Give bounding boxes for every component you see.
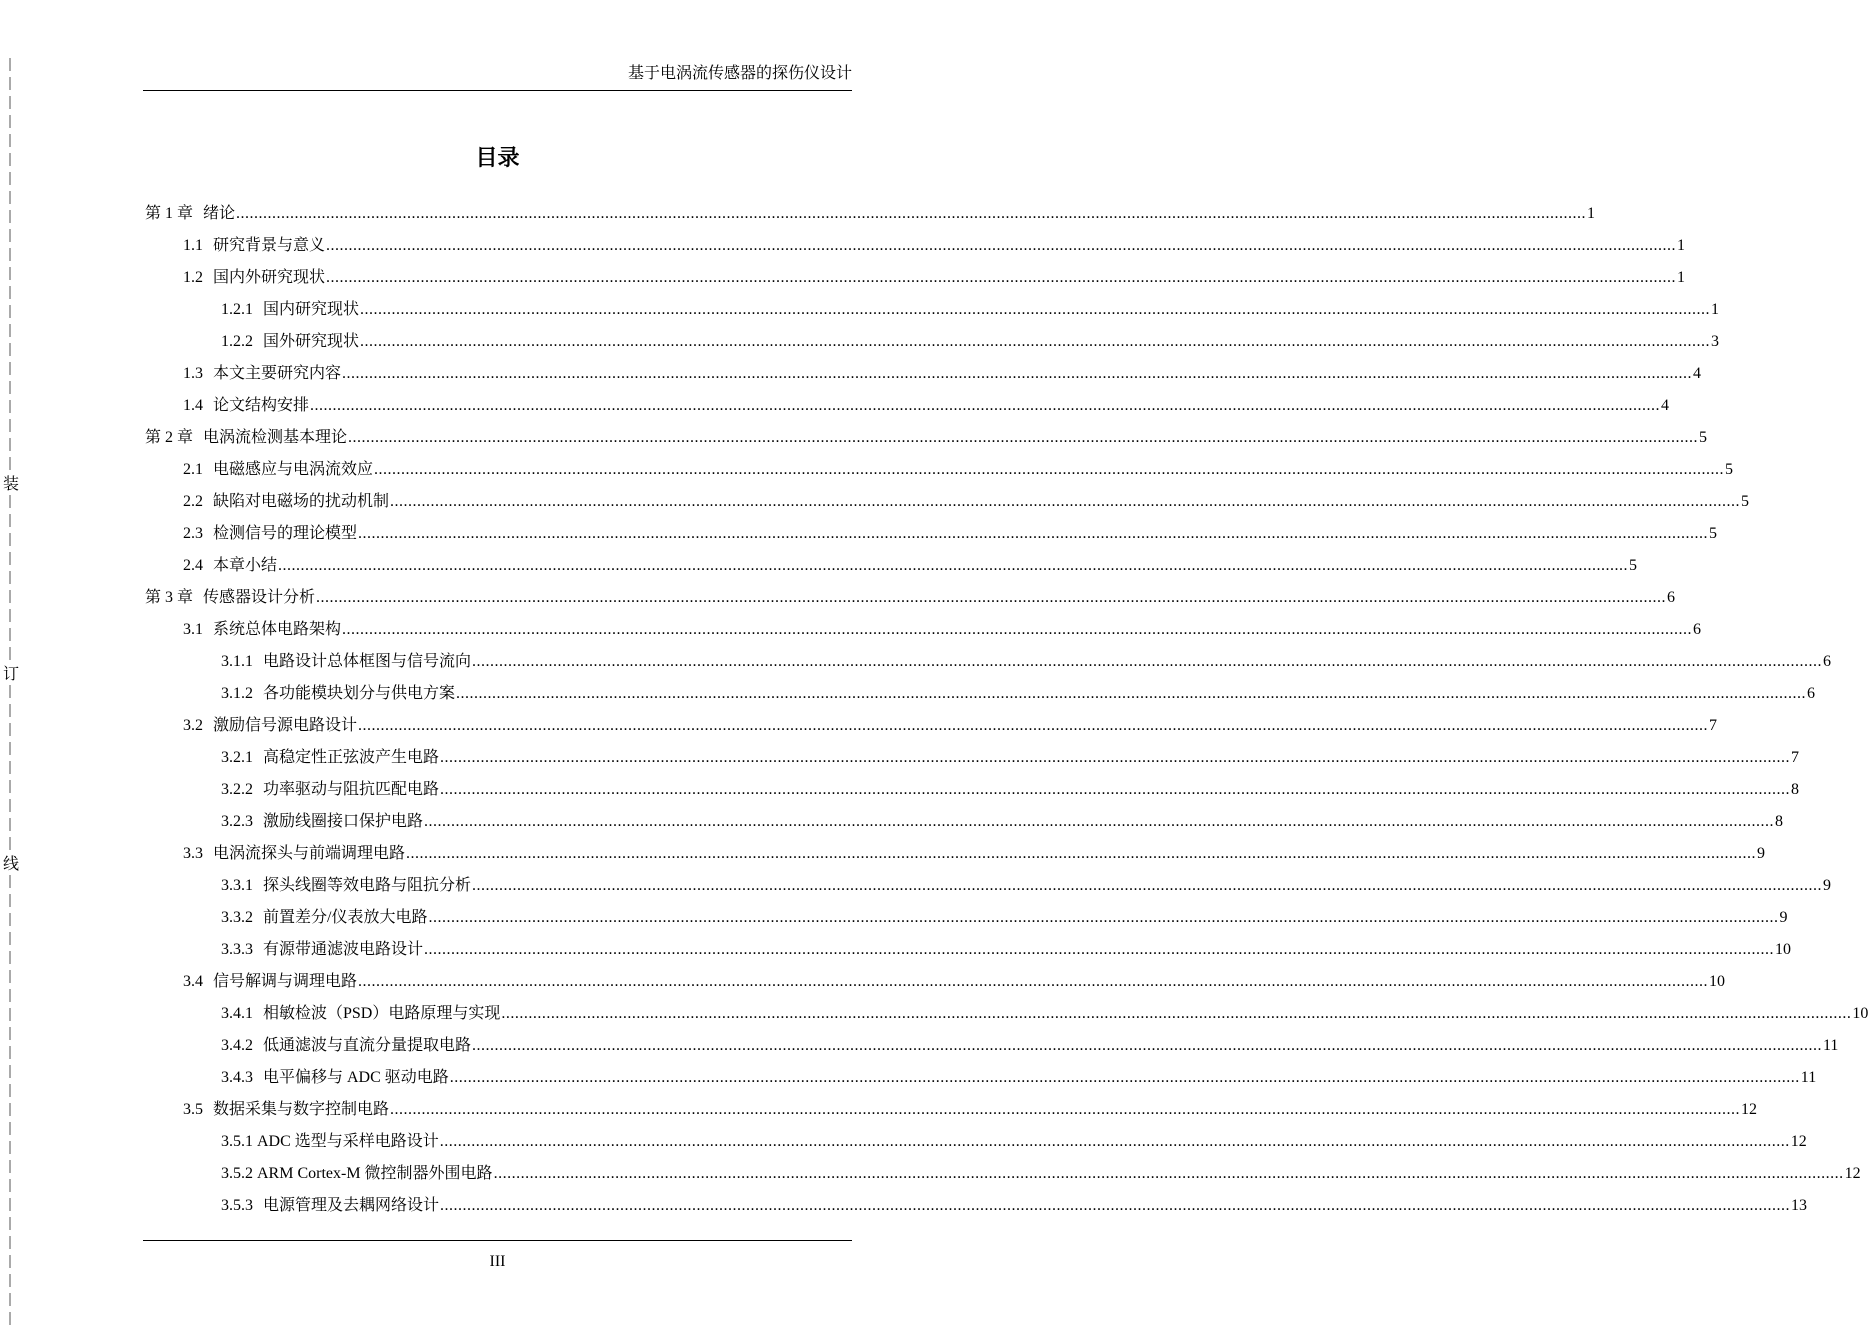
toc-entry-text: 研究背景与意义: [213, 237, 326, 254]
toc-entry[interactable]: [143, 872, 1832, 904]
toc-entry[interactable]: [143, 1096, 1758, 1128]
toc-entry[interactable]: [143, 968, 1726, 1000]
toc-entry[interactable]: [143, 1000, 1868, 1032]
toc-entry-text: 激励线圈接口保护电路: [263, 813, 424, 830]
toc-entry-page: 5: [1699, 429, 1708, 446]
toc-entry-page: 4: [1661, 397, 1670, 414]
toc-entry-page: 7: [1709, 717, 1718, 734]
toc-entry-page: 1: [1677, 269, 1686, 286]
toc-entry-text: 各功能模块划分与供电方案: [263, 685, 456, 702]
toc-entry-number: 1.2.2: [221, 333, 253, 350]
toc-entry-text: 低通滤波与直流分量提取电路: [263, 1037, 472, 1054]
toc-entry[interactable]: [143, 1160, 1861, 1192]
toc-entry-text: 系统总体电路架构: [213, 621, 342, 638]
toc-entry-number: 2.3: [183, 525, 203, 542]
toc-entry-page: 6: [1823, 653, 1832, 670]
toc-entry[interactable]: [143, 776, 1800, 808]
toc-entry-page: 7: [1791, 749, 1800, 766]
toc-leader-dots: ............................................................................................................................................................................................................................................................................................................: [358, 717, 1709, 734]
toc-entry-text: 功率驱动与阻抗匹配电路: [263, 781, 440, 798]
toc-entry[interactable]: [143, 808, 1784, 840]
toc-leader-dots: ............................................................................................................................................................................................................................................................................................................: [390, 493, 1741, 510]
toc-entry-number: 3.5.1: [221, 1133, 253, 1150]
toc-entry-text: 电涡流检测基本理论: [203, 429, 348, 446]
toc-entry-text: 检测信号的理论模型: [213, 525, 358, 542]
toc-entry-page: 8: [1775, 813, 1784, 830]
toc-entry-page: 1: [1711, 301, 1720, 318]
toc-entry-page: 4: [1693, 365, 1702, 382]
toc-leader-dots: ............................................................................................................................................................................................................................................................................................................: [440, 749, 1791, 766]
toc-entry[interactable]: [143, 744, 1800, 776]
toc-leader-dots: ............................................................................................................................................................................................................................................................................................................: [342, 621, 1693, 638]
toc-entry-page: 3: [1711, 333, 1720, 350]
toc-entry[interactable]: [143, 296, 1720, 328]
toc-entry-page: 11: [1823, 1037, 1839, 1054]
toc-entry[interactable]: [143, 616, 1702, 648]
toc-entry-text: 高稳定性正弦波产生电路: [263, 749, 440, 766]
toc-entry-page: 13: [1791, 1197, 1808, 1214]
toc-entry[interactable]: [143, 520, 1718, 552]
toc-entry-page: 5: [1741, 493, 1750, 510]
toc-entry-page: 1: [1677, 237, 1686, 254]
toc-entry-page: 1: [1587, 205, 1596, 222]
toc-entry-number: 1.2.1: [221, 301, 253, 318]
toc-entry-number: 第 2 章: [145, 429, 194, 446]
toc-leader-dots: ............................................................................................................................................................................................................................................................................................................: [358, 973, 1709, 990]
toc-entry-number: 2.2: [183, 493, 203, 510]
toc-entry-page: 12: [1741, 1101, 1758, 1118]
toc-entry[interactable]: [143, 392, 1670, 424]
toc-entry-text: 本文主要研究内容: [213, 365, 342, 382]
toc-entry-text: 国内研究现状: [263, 301, 360, 318]
toc-entry[interactable]: [143, 328, 1720, 360]
toc-entry-text: 论文结构安排: [213, 397, 310, 414]
toc-entry[interactable]: [143, 424, 1708, 456]
toc-entry[interactable]: [143, 264, 1686, 296]
toc-entry-number: 3.5.3: [221, 1197, 253, 1214]
toc-entry-number: 3.4.3: [221, 1069, 253, 1086]
toc-leader-dots: ............................................................................................................................................................................................................................................................................................................: [374, 461, 1725, 478]
toc-entry-text: ADC 选型与采样电路设计: [257, 1133, 439, 1150]
toc-entry-page: 10: [1852, 1005, 1868, 1022]
toc-entry-number: 1.4: [183, 397, 203, 414]
toc-entry-text: 探头线圈等效电路与阻抗分析: [263, 877, 472, 894]
toc-entry-number: 1.1: [183, 237, 203, 254]
toc-entry-number: 3.1.1: [221, 653, 253, 670]
toc-title: 目录: [475, 146, 520, 171]
toc-entry[interactable]: [143, 936, 1792, 968]
toc-entry-page: 5: [1725, 461, 1734, 478]
toc-entry-number: 2.4: [183, 557, 203, 574]
page-number: III: [489, 1253, 506, 1270]
toc-leader-dots: ............................................................................................................................................................................................................................................................................................................: [342, 365, 1693, 382]
toc-entry[interactable]: [143, 456, 1734, 488]
toc-leader-dots: ............................................................................................................................................................................................................................................................................................................: [440, 781, 1791, 798]
toc-entry-number: 1.3: [183, 365, 203, 382]
toc-leader-dots: ............................................................................................................................................................................................................................................................................................................: [326, 237, 1677, 254]
toc-entry-text: 数据采集与数字控制电路: [213, 1101, 390, 1118]
toc-entry[interactable]: [143, 648, 1832, 680]
toc-entry-number: 3.1.2: [221, 685, 253, 702]
toc-entry[interactable]: [143, 712, 1718, 744]
header-rule: [143, 90, 852, 91]
toc-entry-number: 3.2.2: [221, 781, 253, 798]
toc-entry-number: 3.1: [183, 621, 203, 638]
toc-entry[interactable]: [143, 360, 1702, 392]
toc-leader-dots: ............................................................................................................................................................................................................................................................................................................: [406, 845, 1757, 862]
toc-entry-text: 国内外研究现状: [213, 269, 326, 286]
toc-entry-number: 3.2.3: [221, 813, 253, 830]
toc-list: [143, 200, 1868, 1224]
toc-entry[interactable]: [143, 1032, 1839, 1064]
toc-leader-dots: ............................................................................................................................................................................................................................................................................................................: [472, 877, 1823, 894]
toc-leader-dots: ............................................................................................................................................................................................................................................................................................................: [390, 1101, 1741, 1118]
toc-leader-dots: ............................................................................................................................................................................................................................................................................................................: [428, 909, 1779, 926]
toc-entry-text: 电涡流探头与前端调理电路: [213, 845, 406, 862]
toc-entry-text: 缺陷对电磁场的扰动机制: [213, 493, 390, 510]
toc-entry-page: 10: [1709, 973, 1726, 990]
toc-leader-dots: ............................................................................................................................................................................................................................................................................................................: [236, 205, 1587, 222]
toc-entry-number: 3.3: [183, 845, 203, 862]
toc-leader-dots: ............................................................................................................................................................................................................................................................................................................: [493, 1165, 1844, 1182]
toc-entry-page: 6: [1667, 589, 1676, 606]
toc-entry-page: 8: [1791, 781, 1800, 798]
toc-entry-number: 3.3.2: [221, 909, 253, 926]
toc-entry-number: 3.4.2: [221, 1037, 253, 1054]
toc-entry-text: 绪论: [203, 205, 236, 222]
toc-entry-number: 3.4.1: [221, 1005, 253, 1022]
toc-leader-dots: ............................................................................................................................................................................................................................................................................................................: [424, 941, 1775, 958]
toc-entry-text: 相敏检波（PSD）电路原理与实现: [263, 1005, 501, 1022]
toc-entry[interactable]: [143, 552, 1638, 584]
toc-entry-text: 本章小结: [213, 557, 278, 574]
toc-entry-text: 电磁感应与电涡流效应: [213, 461, 374, 478]
toc-entry-number: 3.3.3: [221, 941, 253, 958]
toc-entry-text: 电源管理及去耦网络设计: [263, 1197, 440, 1214]
toc-entry-page: 6: [1807, 685, 1816, 702]
toc-leader-dots: ............................................................................................................................................................................................................................................................................................................: [472, 1037, 1823, 1054]
toc-entry[interactable]: [143, 904, 1788, 936]
toc-entry-number: 3.5.2: [221, 1165, 253, 1182]
binding-char-zhuang: 装: [2, 476, 19, 493]
running-header: 基于电涡流传感器的探伤仪设计: [627, 65, 852, 82]
footer-rule: [143, 1240, 852, 1241]
toc-leader-dots: ............................................................................................................................................................................................................................................................................................................: [424, 813, 1775, 830]
toc-entry-page: 12: [1844, 1165, 1861, 1182]
toc-leader-dots: ............................................................................................................................................................................................................................................................................................................: [358, 525, 1709, 542]
binding-line: [2, 58, 19, 1328]
toc-entry-page: 9: [1779, 909, 1788, 926]
toc-leader-dots: ............................................................................................................................................................................................................................................................................................................: [310, 397, 1661, 414]
toc-entry[interactable]: [143, 232, 1686, 264]
binding-dashed-line: [7, 58, 15, 1328]
toc-leader-dots: ............................................................................................................................................................................................................................................................................................................: [440, 1197, 1791, 1214]
toc-entry-page: 9: [1757, 845, 1766, 862]
toc-entry-text: 信号解调与调理电路: [213, 973, 358, 990]
toc-entry-number: 1.2: [183, 269, 203, 286]
toc-entry[interactable]: [143, 840, 1766, 872]
toc-entry-page: 11: [1800, 1069, 1817, 1086]
toc-entry-page: 5: [1709, 525, 1718, 542]
toc-leader-dots: ............................................................................................................................................................................................................................................................................................................: [472, 653, 1823, 670]
toc-leader-dots: ............................................................................................................................................................................................................................................................................................................: [326, 269, 1677, 286]
toc-entry-number: 3.2: [183, 717, 203, 734]
toc-leader-dots: ............................................................................................................................................................................................................................................................................................................: [360, 333, 1711, 350]
toc-entry-text: 电路设计总体框图与信号流向: [263, 653, 472, 670]
toc-entry-number: 3.5: [183, 1101, 203, 1118]
toc-entry-text: 传感器设计分析: [203, 589, 316, 606]
toc-entry-text: 激励信号源电路设计: [213, 717, 358, 734]
toc-leader-dots: ............................................................................................................................................................................................................................................................................................................: [278, 557, 1629, 574]
toc-entry-number: 3.4: [183, 973, 203, 990]
toc-leader-dots: ............................................................................................................................................................................................................................................................................................................: [360, 301, 1711, 318]
toc-leader-dots: ............................................................................................................................................................................................................................................................................................................: [501, 1005, 1852, 1022]
toc-entry[interactable]: [143, 1128, 1807, 1160]
toc-entry[interactable]: [143, 200, 1596, 232]
toc-entry-text: ARM Cortex-M 微控制器外围电路: [257, 1165, 493, 1182]
toc-entry-number: 3.3.1: [221, 877, 253, 894]
toc-leader-dots: ............................................................................................................................................................................................................................................................................................................: [348, 429, 1699, 446]
toc-entry-number: 2.1: [183, 461, 203, 478]
toc-entry-page: 12: [1790, 1133, 1807, 1150]
toc-leader-dots: ............................................................................................................................................................................................................................................................................................................: [449, 1069, 1800, 1086]
toc-entry-page: 9: [1823, 877, 1832, 894]
toc-entry[interactable]: [143, 680, 1816, 712]
toc-entry-text: 有源带通滤波电路设计: [263, 941, 424, 958]
toc-entry[interactable]: [143, 584, 1676, 616]
toc-entry[interactable]: [143, 1192, 1808, 1224]
toc-entry-number: 第 3 章: [145, 589, 194, 606]
toc-entry-text: 电平偏移与 ADC 驱动电路: [263, 1069, 449, 1086]
binding-char-ding: 订: [2, 666, 19, 683]
toc-entry-page: 5: [1629, 557, 1638, 574]
toc-entry-text: 前置差分/仪表放大电路: [263, 909, 428, 926]
toc-entry[interactable]: [143, 1064, 1817, 1096]
toc-leader-dots: ............................................................................................................................................................................................................................................................................................................: [316, 589, 1667, 606]
toc-entry-number: 第 1 章: [145, 205, 194, 222]
toc-entry-page: 10: [1775, 941, 1792, 958]
toc-entry-text: 国外研究现状: [263, 333, 360, 350]
toc-entry-page: 6: [1693, 621, 1702, 638]
toc-leader-dots: ............................................................................................................................................................................................................................................................................................................: [439, 1133, 1790, 1150]
toc-entry[interactable]: [143, 488, 1750, 520]
toc-entry-number: 3.2.1: [221, 749, 253, 766]
binding-char-xian: 线: [2, 856, 19, 873]
toc-leader-dots: ............................................................................................................................................................................................................................................................................................................: [456, 685, 1807, 702]
